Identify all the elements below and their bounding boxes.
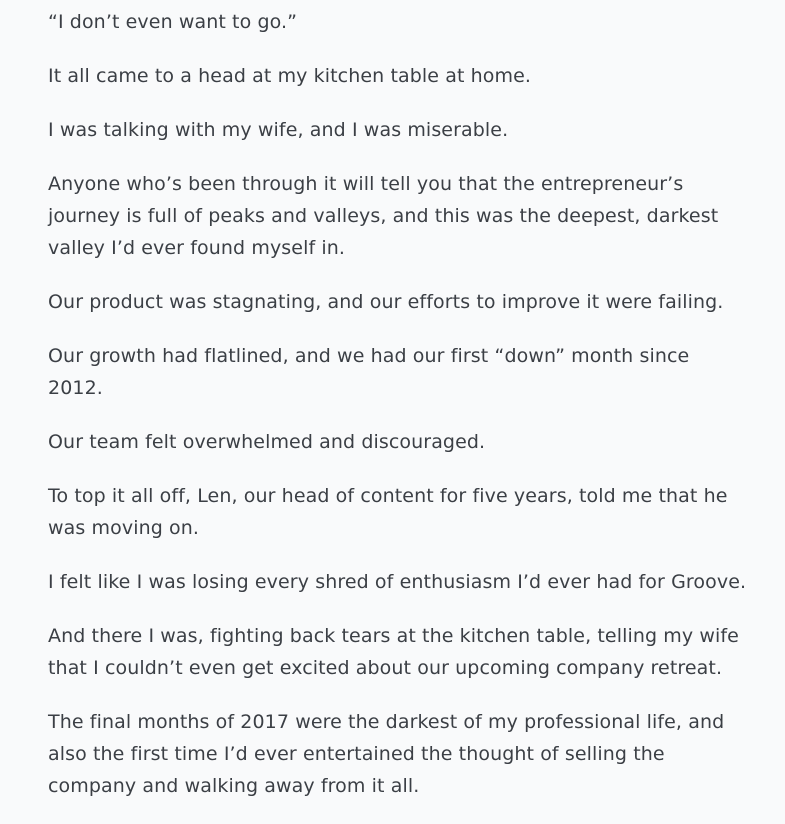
paragraph: It all came to a head at my kitchen table at home. <box>48 65 532 87</box>
paragraph: And there I was, fighting back tears at the kitchen table, telling my wife that I couldn’t even get excited about our upcoming company retreat. <box>48 625 739 679</box>
paragraph: Anyone who’s been through it will tell you that the entrepreneur’s journey is full of peaks and valleys, and this was the deepest, darkest valley I’d ever found myself in. <box>48 173 719 259</box>
paragraph: Our growth had flatlined, and we had our first “down” month since 2012. <box>48 345 690 399</box>
paragraph: I felt like I was losing every shred of enthusiasm I’d ever had for Groove. <box>48 571 747 593</box>
paragraph: To top it all off, Len, our head of content for five years, told me that he was moving on. <box>48 485 728 539</box>
paragraph: Our product was stagnating, and our efforts to improve it were failing. <box>48 291 724 313</box>
paragraph: The final months of 2017 were the darkest of my professional life, and also the first time I’d ever entertained the thought of selling the company and walking away from it all. <box>48 711 725 797</box>
article-body <box>48 6 748 824</box>
paragraph: I was talking with my wife, and I was miserable. <box>48 119 509 141</box>
paragraph: Our team felt overwhelmed and discouraged. <box>48 431 486 453</box>
paragraph: “I don’t even want to go.” <box>48 11 298 33</box>
